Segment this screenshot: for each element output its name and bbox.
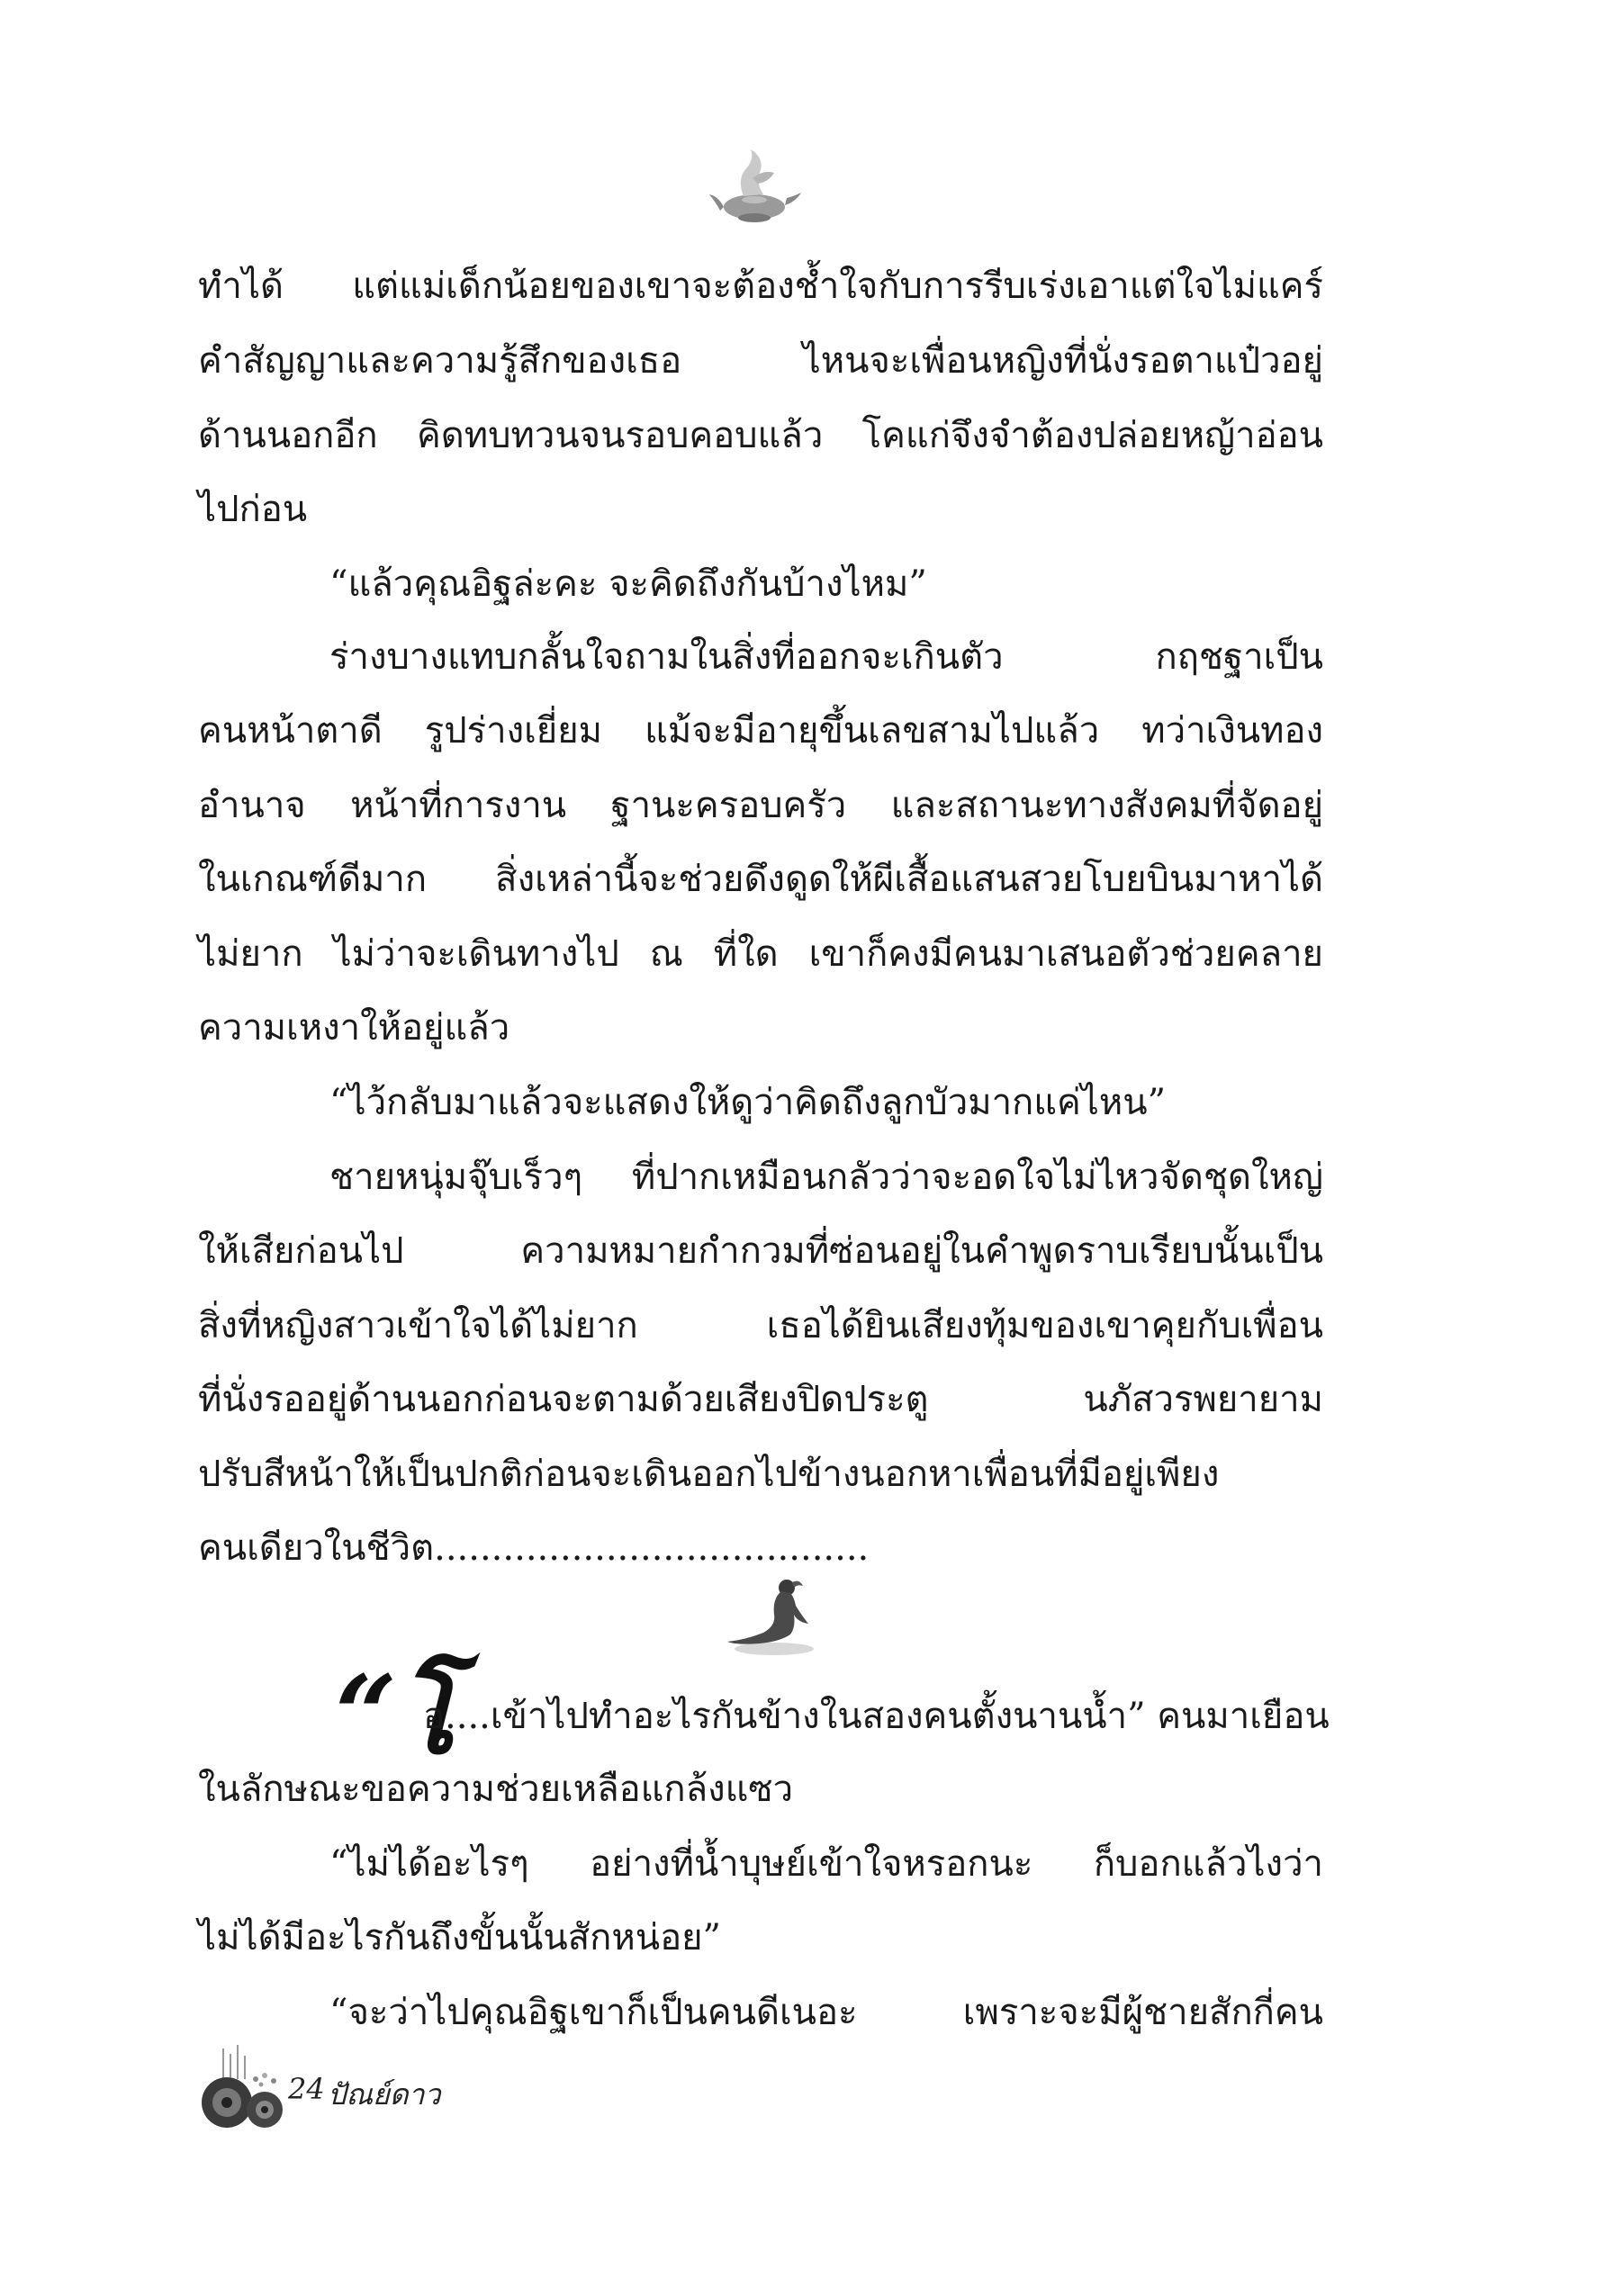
text-line: ในลักษณะขอความช่วยเหลือแกล้งแซว: [198, 1769, 794, 1810]
text-line: คนเดียวในชีวิต......................................: [198, 1527, 870, 1569]
woman-silhouette-icon: [709, 1575, 821, 1658]
text-line: “ไม่ได้อะไรๆ อย่างที่น้ำบุษย์เข้าใจหรอกนะ ก็บอกแล้วไงว่า: [329, 1843, 1323, 1885]
text-line: “ไว้กลับมาแล้วจะแสดงให้ดูว่าคิดถึงลูกบัวมากแค่ไหน”: [329, 1082, 1167, 1123]
music-speakers-icon: [196, 2043, 286, 2133]
text-line: ในเกณฑ์ดีมาก สิ่งเหล่านี้จะช่วยดึงดูดให้ผีเสื้อแสนสวยโบยบินมาหาได้: [198, 859, 1323, 900]
text-line: ไม่ได้มีอะไรกันถึงขั้นนั้นสักหน่อย”: [198, 1917, 721, 1958]
page-number: 24: [288, 2072, 325, 2106]
text-line: ไม่ยาก ไม่ว่าจะเดินทางไป ณ ที่ใด เขาก็คงมีคนมาเสนอตัวช่วยคลาย: [198, 933, 1323, 975]
text-line: ด้านนอกอีก คิดทบทวนจนรอบคอบแล้ว โคแก่จึงจำต้องปล่อยหญ้าอ่อน: [198, 415, 1323, 456]
text-line: ปรับสีหน้าให้เป็นปกติก่อนจะเดินออกไปข้างนอกหาเพื่อนที่มีอยู่เพียง: [198, 1454, 1220, 1495]
book-title: ปัณย์ดาว: [328, 2077, 441, 2111]
text-line: ร่างบางแทบกลั้นใจถามในสิ่งที่ออกจะเกินตัว กฤชฐาเป็น: [329, 636, 1323, 678]
text-line: อำนาจ หน้าที่การงาน ฐานะครอบครัว และสถานะทางสังคมที่จัดอยู่: [198, 785, 1323, 826]
text-line: อ....เข้าไปทำอะไรกันข้างในสองคนตั้งนานน้ำ” คนมาเยือน: [423, 1696, 1330, 1737]
text-line: ให้เสียก่อนไป ความหมายกำกวมที่ซ่อนอยู่ในคำพูดราบเรียบนั้นเป็น: [198, 1230, 1323, 1272]
text-line: คนหน้าตาดี รูปร่างเยี่ยม แม้จะมีอายุขึ้นเลขสามไปแล้ว ทว่าเงินทอง: [198, 710, 1323, 752]
text-line: “แล้วคุณอิฐล่ะคะ จะคิดถึงกันบ้างไหม”: [329, 563, 927, 605]
text-line: ไปก่อน: [198, 489, 308, 530]
text-line: ความเหงาให้อยู่แล้ว: [198, 1007, 510, 1049]
drop-cap: “โ: [335, 1652, 455, 1778]
text-line: ทำได้ แต่แม่เด็กน้อยของเขาจะต้องช้ำใจกับการรีบเร่งเอาแต่ใจไม่แคร์: [198, 266, 1323, 307]
text-line: ชายหนุ่มจุ๊บเร็วๆ ที่ปากเหมือนกลัวว่าจะอดใจไม่ไหวจัดชุดใหญ่: [329, 1157, 1323, 1198]
text-line: คำสัญญาและความรู้สึกของเธอ ไหนจะเพื่อนหญิงที่นั่งรอตาแป๋วอยู่: [198, 340, 1323, 382]
genie-lamp-icon: [700, 142, 808, 228]
text-line: ที่นั่งรออยู่ด้านนอกก่อนจะตามด้วยเสียงปิดประตู นภัสวรพยายาม: [198, 1379, 1323, 1420]
text-line: สิ่งที่หญิงสาวเข้าใจได้ไม่ยาก เธอได้ยินเสียงทุ้มของเขาคุยกับเพื่อน: [198, 1305, 1323, 1346]
text-line: “จะว่าไปคุณอิฐเขาก็เป็นคนดีเนอะ เพราะจะมีผู้ชายสักกี่คน: [329, 1992, 1323, 2033]
